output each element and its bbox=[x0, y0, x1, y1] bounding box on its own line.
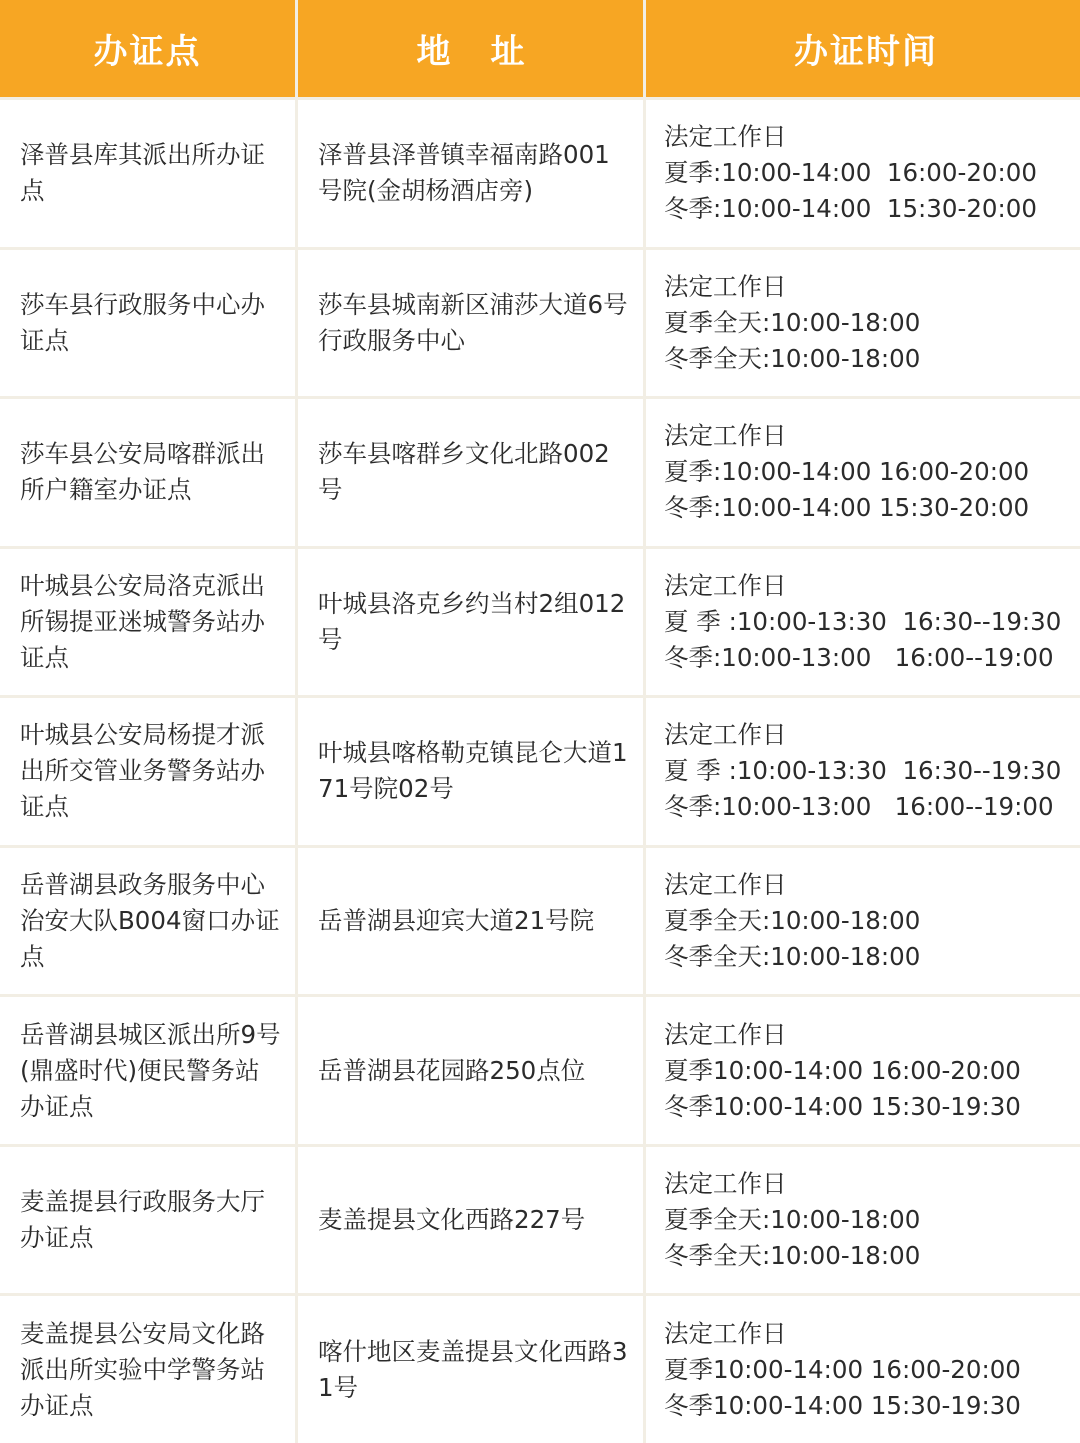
hours-line: 法定工作日 bbox=[664, 720, 787, 750]
hours-line: 夏季全天:10:00-18:00 bbox=[664, 1205, 921, 1235]
hours-line: 法定工作日 bbox=[664, 1019, 787, 1049]
hours-line: 法定工作日 bbox=[664, 570, 787, 600]
hours-line: 夏季10:00-14:00 16:00-20:00 bbox=[664, 1055, 1021, 1085]
header-address: 地址 bbox=[298, 0, 643, 97]
table-cell-office-point: 麦盖提县公安局文化路派出所实验中学警务站办证点 bbox=[0, 1296, 295, 1443]
hours-line: 冬季:10:00-13:00 16:00--19:00 bbox=[664, 792, 1054, 822]
table-cell-office-point: 莎车县公安局喀群派出所户籍室办证点 bbox=[0, 399, 295, 546]
table-cell-hours bbox=[646, 997, 1080, 1144]
hours-line: 夏季:10:00-14:00 16:00-20:00 bbox=[664, 158, 1037, 188]
hours-line: 冬季10:00-14:00 15:30-19:30 bbox=[664, 1091, 1021, 1121]
hours-line: 夏季全天:10:00-18:00 bbox=[664, 307, 921, 337]
table-cell-hours bbox=[646, 250, 1080, 397]
hours-line: 冬季:10:00-13:00 16:00--19:00 bbox=[664, 642, 1054, 672]
table-cell-office-point: 叶城县公安局杨提才派出所交管业务警务站办证点 bbox=[0, 698, 295, 845]
table-cell-address: 莎车县城南新区浦莎大道6号行政服务中心 bbox=[298, 250, 643, 397]
table-cell-office-point: 岳普湖县城区派出所9号(鼎盛时代)便民警务站办证点 bbox=[0, 997, 295, 1144]
hours-line: 夏 季 :10:00-13:30 16:30--19:30 bbox=[664, 756, 1062, 786]
table-cell-hours bbox=[646, 848, 1080, 995]
table-cell-hours bbox=[646, 1147, 1080, 1294]
table-cell-address: 叶城县洛克乡约当村2组012号 bbox=[298, 549, 643, 696]
hours-line: 冬季全天:10:00-18:00 bbox=[664, 1241, 921, 1271]
table-cell-hours bbox=[646, 1296, 1080, 1443]
table-cell-address: 叶城县喀格勒克镇昆仑大道171号院02号 bbox=[298, 698, 643, 845]
table-cell-address: 麦盖提县文化西路227号 bbox=[298, 1147, 643, 1294]
hours-line: 冬季:10:00-14:00 15:30-20:00 bbox=[664, 493, 1030, 523]
hours-line: 夏 季 :10:00-13:30 16:30--19:30 bbox=[664, 606, 1062, 636]
hours-line: 冬季全天:10:00-18:00 bbox=[664, 343, 921, 373]
hours-line: 法定工作日 bbox=[664, 1318, 787, 1348]
table-cell-office-point: 泽普县库其派出所办证点 bbox=[0, 100, 295, 247]
table-cell-hours bbox=[646, 100, 1080, 247]
header-office-point: 办证点 bbox=[0, 0, 295, 97]
hours-line: 冬季:10:00-14:00 15:30-20:00 bbox=[664, 194, 1037, 224]
table-cell-office-point: 叶城县公安局洛克派出所锡提亚迷城警务站办证点 bbox=[0, 549, 295, 696]
table-cell-hours bbox=[646, 399, 1080, 546]
table-cell-address: 莎车县喀群乡文化北路002号 bbox=[298, 399, 643, 546]
table-cell-address: 喀什地区麦盖提县文化西路31号 bbox=[298, 1296, 643, 1443]
hours-line: 法定工作日 bbox=[664, 122, 787, 152]
hours-line: 法定工作日 bbox=[664, 1169, 787, 1199]
hours-line: 夏季:10:00-14:00 16:00-20:00 bbox=[664, 457, 1030, 487]
table-cell-office-point: 莎车县行政服务中心办证点 bbox=[0, 250, 295, 397]
header-hours: 办证时间 bbox=[646, 0, 1080, 97]
table-cell-office-point: 麦盖提县行政服务大厅办证点 bbox=[0, 1147, 295, 1294]
hours-line: 冬季全天:10:00-18:00 bbox=[664, 942, 921, 972]
hours-line: 夏季全天:10:00-18:00 bbox=[664, 906, 921, 936]
table-cell-hours bbox=[646, 698, 1080, 845]
table-cell-address: 岳普湖县迎宾大道21号院 bbox=[298, 848, 643, 995]
table-cell-address: 岳普湖县花园路250点位 bbox=[298, 997, 643, 1144]
table-cell-address: 泽普县泽普镇幸福南路001号院(金胡杨酒店旁) bbox=[298, 100, 643, 247]
table-cell-office-point: 岳普湖县政务服务中心治安大队B004窗口办证点 bbox=[0, 848, 295, 995]
hours-line: 法定工作日 bbox=[664, 271, 787, 301]
hours-line: 冬季10:00-14:00 15:30-19:30 bbox=[664, 1390, 1021, 1420]
hours-line: 法定工作日 bbox=[664, 870, 787, 900]
hours-line: 法定工作日 bbox=[664, 421, 787, 451]
hours-line: 夏季10:00-14:00 16:00-20:00 bbox=[664, 1354, 1021, 1384]
table-cell-hours bbox=[646, 549, 1080, 696]
